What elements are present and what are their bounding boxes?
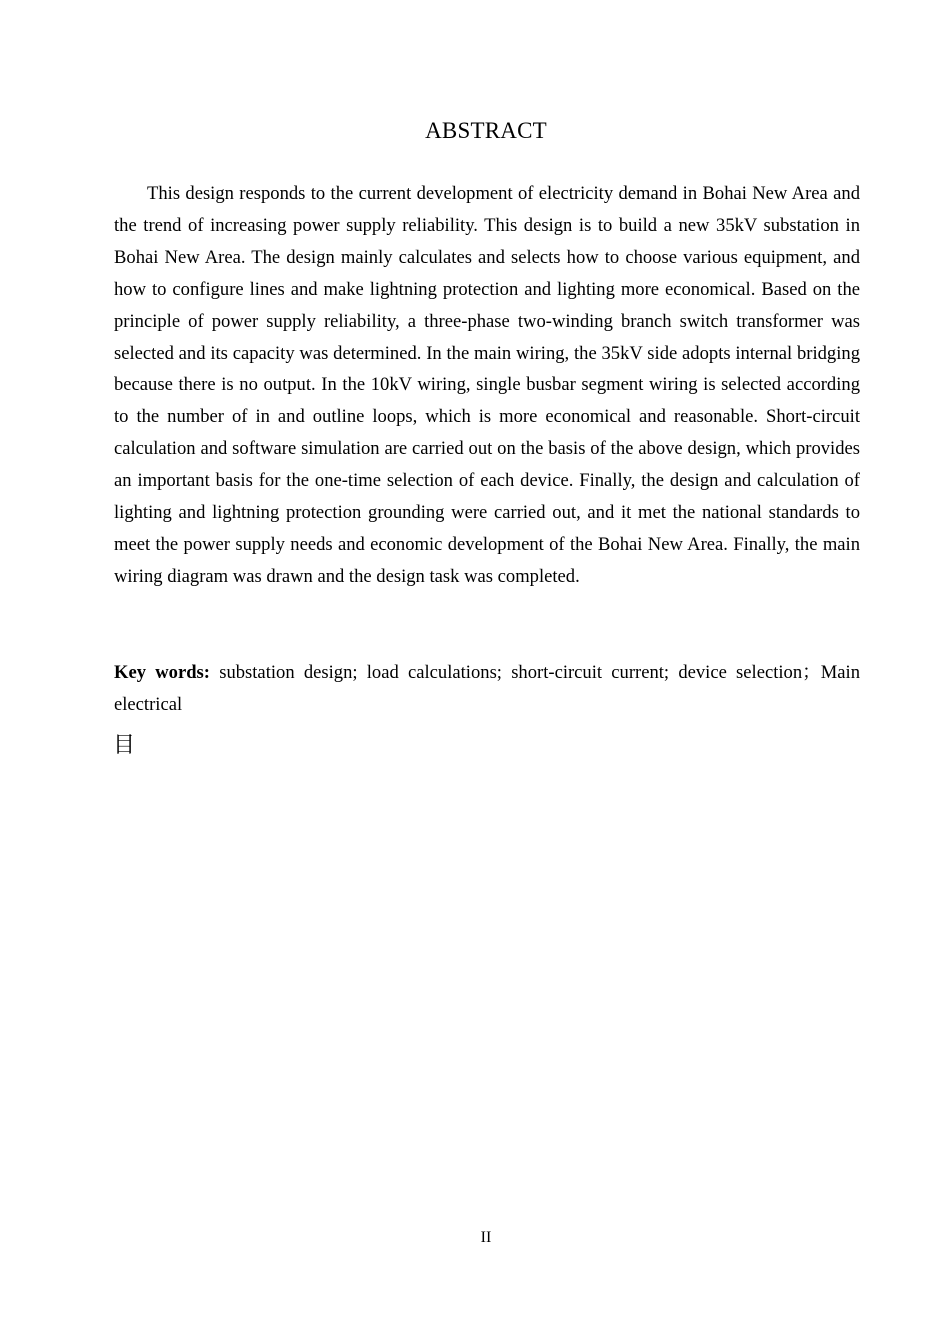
keywords-text: substation design; load calculations; short-circuit current; device selection；Main electrical — [114, 662, 860, 715]
page-number: II — [480, 1229, 492, 1246]
toc-heading-fragment: 目 — [113, 733, 136, 758]
abstract-body: This design responds to the current development of electricity demand in Bohai New Area and the trend of increasing power supply reliability. This design is to build a new 35kV substation in Bohai New Area. The design mainly calculates and selects how to choose various equipment, and how to configure lines and make lightning protection and lighting more economical. Based on the principle of power supply reliability, a three-phase two-winding branch switch transformer was selected and its capacity was determined. In the main wiring, the 35kV side adopts internal bridging because there is no output. In the 10kV wiring, single busbar segment wiring is selected according to the number of in and outline loops, which is more economical and reasonable. Short-circuit calculation and software simulation are carried out on the basis of the above design, which provides an important basis for the one-time selection of each device. Finally, the design and calculation of lighting and lightning protection grounding were carried out, and it met the national standards to meet the power supply needs and economic development of the Bohai New Area. Finally, the main wiring diagram was drawn and the design task was completed. — [114, 183, 860, 587]
keywords-label: Key words: — [114, 662, 210, 683]
abstract-title: ABSTRACT — [425, 118, 547, 143]
keywords-line — [114, 657, 860, 721]
